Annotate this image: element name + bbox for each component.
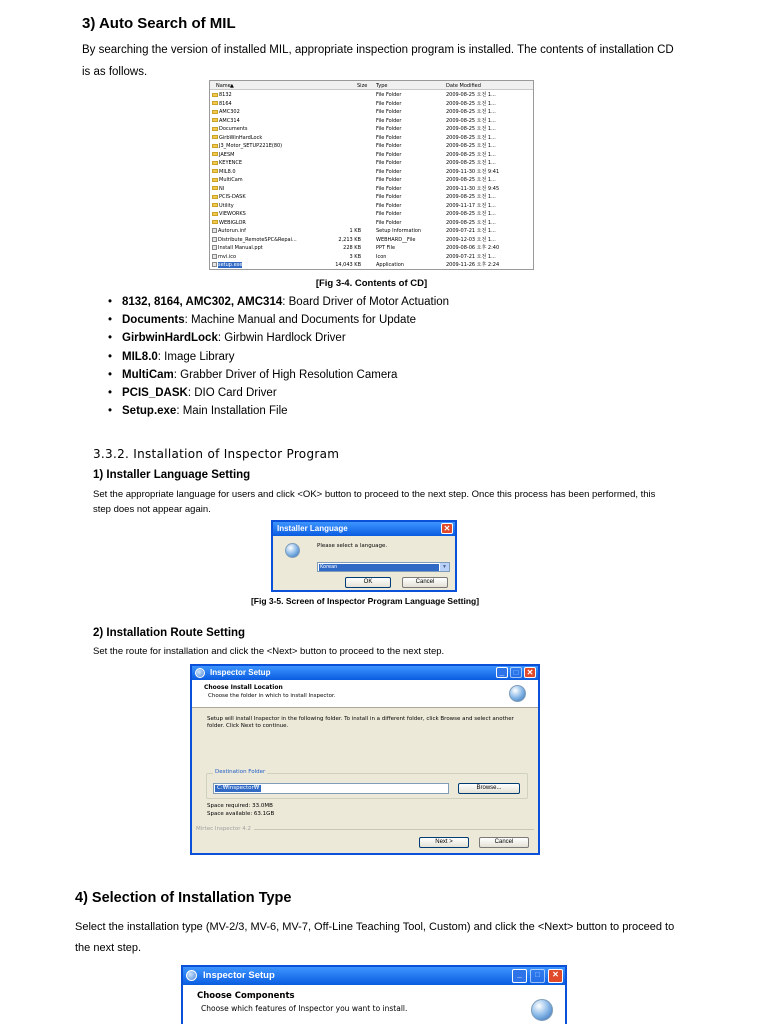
file-row[interactable]: [210, 159, 533, 168]
bullet-item: [108, 293, 708, 311]
bullet-term: Documents: [122, 314, 185, 327]
file-row[interactable]: [210, 142, 533, 151]
file-row[interactable]: [210, 261, 533, 270]
bullet-description: : Image Library: [157, 350, 235, 363]
file-row[interactable]: [210, 125, 533, 134]
bullet-term: 8132, 8164, AMC302, AMC314: [122, 296, 283, 308]
figure-caption-3-5: [Fig 3-5. Screen of Inspector Program Language Setting]: [250, 596, 480, 606]
bullet-item: [108, 329, 708, 347]
bullet-item: [108, 402, 708, 420]
bullet-term: PCIS_DASK: [122, 386, 188, 399]
file-date: 2009-08-06 오후 2:40: [446, 245, 500, 251]
dialog-banner: [192, 680, 538, 708]
language-prompt: Please select a language.: [317, 543, 388, 549]
file-name: 8132: [219, 92, 232, 98]
file-row[interactable]: [210, 244, 533, 253]
file-row[interactable]: [210, 210, 533, 219]
file-date: 2009-08-25 오전 1...: [446, 160, 496, 166]
close-icon[interactable]: ✕: [524, 667, 536, 678]
file-date: 2009-08-25 오전 1...: [446, 92, 496, 98]
file-date: 2009-12-03 오전 1...: [446, 236, 496, 243]
cancel-button[interactable]: Cancel: [402, 577, 448, 588]
file-row[interactable]: [210, 100, 533, 109]
inspector-setup-dialog: [190, 664, 540, 855]
file-row[interactable]: [210, 253, 533, 262]
language-select[interactable]: [317, 562, 450, 572]
file-row[interactable]: [210, 219, 533, 228]
file-row[interactable]: [210, 108, 533, 117]
file-row[interactable]: [210, 168, 533, 177]
next-button[interactable]: Next >: [419, 837, 469, 848]
app-icon: [186, 970, 197, 981]
file-name: JAESM: [219, 151, 235, 158]
section-heading-332: 3.3.2. Installation of Inspector Program: [93, 447, 340, 461]
file-type: File Folder: [376, 185, 402, 192]
close-icon[interactable]: ✕: [548, 969, 563, 983]
file-name: WEBIGLOR: [219, 219, 246, 226]
section-heading-auto-search: 3) Auto Search of MIL: [82, 15, 236, 32]
file-row[interactable]: [210, 117, 533, 126]
close-icon[interactable]: ✕: [441, 523, 453, 534]
destination-folder-label: Destination Folder: [215, 769, 266, 775]
space-required: Space required: 33.0MB: [207, 803, 273, 809]
bullet-term: Setup.exe: [122, 405, 177, 418]
file-type: WEBHARD__File: [376, 236, 416, 243]
bullet-item: [108, 384, 708, 402]
bullet-item: [108, 311, 708, 329]
file-date: 2009-11-30 오전 9:45: [446, 185, 500, 192]
folder-icon: [212, 203, 218, 207]
maximize-icon[interactable]: □: [530, 969, 545, 983]
folder-icon: [212, 101, 218, 105]
file-row[interactable]: [210, 134, 533, 143]
installer-globe-icon: [531, 999, 553, 1021]
bullet-description: : Machine Manual and Documents for Update: [184, 314, 417, 327]
file-date: 2009-08-25 오전 1...: [446, 151, 496, 158]
installer-globe-icon: [285, 543, 300, 558]
minimize-icon[interactable]: _: [496, 667, 508, 678]
file-date: 2009-08-25 오전 1...: [446, 100, 496, 107]
cd-contents-listing: [209, 80, 534, 270]
subheading-language-setting: 1) Installer Language Setting: [93, 469, 251, 481]
folder-icon: [212, 161, 218, 165]
column-name: Name: [216, 82, 231, 89]
bullet-description: : Grabber Driver of High Resolution Camera: [173, 368, 398, 381]
folder-icon: [212, 186, 218, 190]
bullet-description: : DIO Card Driver: [187, 386, 277, 399]
file-size: 228 KB: [343, 245, 361, 251]
file-row[interactable]: [210, 91, 533, 100]
folder-icon: [212, 135, 218, 139]
file-type: File Folder: [376, 126, 402, 132]
file-name: J3_Motor_SETUP221E(80): [219, 143, 283, 149]
file-type: File Folder: [376, 134, 402, 141]
bullet-term: MultiCam: [122, 368, 174, 381]
setup-instructions: Setup will install Inspector in the following folder. To install in a different folder, click Browse and select another folder. Click Next to continue.: [207, 716, 514, 729]
file-type: File Folder: [376, 160, 402, 166]
file-name: AMC302: [219, 109, 240, 115]
file-date: 2009-11-30 오전 9:41: [446, 168, 500, 175]
file-date: 2009-08-25 오전 1...: [446, 194, 496, 200]
file-row[interactable]: [210, 151, 533, 160]
folder-icon: [212, 118, 218, 122]
file-type: File Folder: [376, 194, 402, 200]
file-date: 2009-07-21 오전 1...: [446, 228, 496, 234]
file-icon: [212, 237, 217, 242]
listing-rows: [210, 91, 533, 270]
file-name: NI: [219, 185, 225, 192]
file-name: VIEWORKS: [219, 211, 246, 217]
file-size: 2,213 KB: [338, 236, 361, 243]
folder-icon: [212, 93, 218, 97]
figure-caption-3-4: [Fig 3-4. Contents of CD]: [315, 278, 428, 289]
file-type: File Folder: [376, 211, 402, 217]
folder-icon: [212, 169, 218, 173]
file-date: 2009-08-25 오전 1...: [446, 143, 496, 149]
subheading-route-setting: 2) Installation Route Setting: [93, 627, 246, 639]
file-name: MultiCam: [219, 177, 243, 183]
file-type: File Folder: [376, 177, 402, 183]
installer-language-dialog: [271, 520, 457, 592]
file-name: Autorun.inf: [218, 228, 246, 234]
chevron-down-icon[interactable]: ▼: [440, 563, 449, 571]
column-size: Size: [357, 82, 368, 89]
installer-globe-icon: [509, 685, 526, 702]
file-type: File Folder: [376, 92, 402, 98]
section-paragraph-auto-search: By searching the version of installed MIL, appropriate inspection program is installed. The contents of installation CD is as follows.: [82, 44, 674, 78]
ok-button[interactable]: OK: [345, 577, 391, 588]
file-icon: [212, 228, 217, 233]
file-date: 2009-08-25 오전 1...: [446, 134, 496, 141]
column-type: Type: [376, 82, 388, 89]
browse-button[interactable]: Browse...: [458, 783, 520, 794]
minimize-icon[interactable]: _: [512, 969, 527, 983]
file-name: mvi.ico: [218, 253, 237, 260]
app-icon: [195, 668, 205, 678]
banner-subheading: Choose which features of Inspector you want to install.: [201, 1004, 408, 1013]
folder-icon: [212, 152, 218, 156]
bullet-description: : Board Driver of Motor Actuation: [282, 296, 450, 308]
section-paragraph-installation-type: Select the installation type (MV-2/3, MV-6, MV-7, Off-Line Teaching Tool, Custom) and click the <Next> button to proceed to the next step.: [75, 921, 675, 954]
file-date: 2009-08-25 오전 1...: [446, 219, 496, 226]
file-type: File Folder: [376, 109, 402, 115]
file-name: PCIS-DASK: [219, 194, 246, 200]
file-name: setup.exe: [218, 262, 243, 268]
folder-icon: [212, 195, 218, 199]
dialog-titlebar: [192, 666, 538, 680]
dialog-banner: [183, 985, 565, 1024]
folder-icon: [212, 178, 218, 182]
cd-contents-bullets: [108, 293, 708, 420]
file-row[interactable]: [210, 185, 533, 194]
setup-exe-icon: [212, 262, 217, 267]
file-type: Setup Information: [376, 228, 422, 234]
destination-folder-input[interactable]: [213, 783, 449, 794]
dialog-title: Installer Language: [277, 524, 348, 533]
folder-icon: [212, 144, 218, 148]
file-name: KEYENCE: [219, 160, 243, 166]
paragraph-route-setting: Set the route for installation and click the <Next> button to proceed to the next step.: [93, 646, 445, 657]
file-row[interactable]: [210, 236, 533, 245]
space-available: Space available: 63.1GB: [207, 811, 275, 817]
sort-arrow-icon: ▲: [230, 82, 234, 89]
dialog-titlebar: [183, 967, 565, 985]
dialog-title: Inspector Setup: [210, 668, 271, 677]
file-name: Install Manual.ppt: [218, 245, 263, 251]
banner-heading: Choose Components: [197, 991, 295, 1001]
file-type: PPT File: [376, 245, 396, 251]
file-icon: [212, 245, 217, 250]
language-selected-value: Korean: [319, 564, 439, 571]
file-name: Documents: [219, 126, 248, 132]
file-date: 2009-08-25 오전 1...: [446, 126, 496, 132]
folder-icon: [212, 127, 218, 131]
choose-components-dialog: [181, 965, 567, 1024]
listing-header: [210, 81, 533, 90]
file-size: 1 KB: [349, 228, 361, 234]
dialog-titlebar: [273, 522, 455, 536]
file-row[interactable]: [210, 202, 533, 211]
destination-folder-value: C:₩Inspector₩: [217, 785, 260, 791]
file-name: 8164: [219, 100, 232, 107]
file-row[interactable]: [210, 193, 533, 202]
file-type: File Folder: [376, 202, 402, 209]
file-date: 2009-11-26 오후 2:24: [446, 262, 500, 268]
file-name: Distribute_RemoteSPC&Repai...: [218, 236, 297, 243]
bullet-item: [108, 366, 708, 384]
file-type: File Folder: [376, 151, 402, 158]
folder-icon: [212, 220, 218, 224]
dialog-title: Inspector Setup: [203, 970, 275, 981]
banner-heading: Choose Install Location: [204, 684, 283, 691]
file-name: AMC314: [219, 117, 240, 124]
folder-icon: [212, 110, 218, 114]
column-date: Date Modified: [446, 82, 481, 89]
destination-folder-group: [206, 769, 528, 799]
bullet-term: GirbwinHardLock: [122, 332, 218, 345]
file-type: File Folder: [376, 168, 402, 175]
file-date: 2009-08-25 오전 1...: [446, 211, 496, 217]
file-date: 2009-08-25 오전 1...: [446, 117, 496, 124]
file-type: File Folder: [376, 219, 402, 226]
paragraph-language-setting: Set the appropriate language for users and click <OK> button to proceed to the next step. Once this process has been performed, this step does not appear again.: [93, 489, 656, 515]
file-name: GirbWinHardLock: [219, 134, 263, 141]
file-type: Icon: [376, 253, 387, 260]
banner-subheading: Choose the folder in which to install Inspector.: [208, 693, 336, 699]
file-date: 2009-08-25 오전 1...: [446, 109, 496, 115]
maximize-icon[interactable]: □: [510, 667, 522, 678]
file-type: File Folder: [376, 143, 402, 149]
file-type: File Folder: [376, 117, 402, 124]
cancel-button[interactable]: Cancel: [479, 837, 529, 848]
bullet-description: : Girbwin Hardlock Driver: [217, 332, 346, 345]
file-type: File Folder: [376, 100, 402, 107]
bullet-description: : Main Installation File: [176, 405, 288, 418]
file-icon: [212, 254, 217, 259]
file-date: 2009-07-21 오전 1...: [446, 253, 496, 260]
file-name: Utility: [219, 202, 234, 209]
file-name: MIL8.0: [219, 168, 236, 175]
file-size: 3 KB: [349, 253, 361, 260]
file-row[interactable]: [210, 176, 533, 185]
folder-icon: [212, 212, 218, 216]
section-heading-installation-type: 4) Selection of Installation Type: [75, 890, 292, 906]
file-row[interactable]: [210, 227, 533, 236]
file-date: 2009-08-25 오전 1...: [446, 177, 496, 183]
file-type: Application: [376, 262, 404, 268]
file-size: 14,043 KB: [335, 262, 361, 268]
brand-label: Mirtec Inspector 4.2: [196, 826, 254, 832]
bullet-item: [108, 348, 708, 366]
bullet-term: MIL8.0: [122, 350, 158, 363]
file-date: 2009-11-17 오전 1...: [446, 202, 496, 209]
